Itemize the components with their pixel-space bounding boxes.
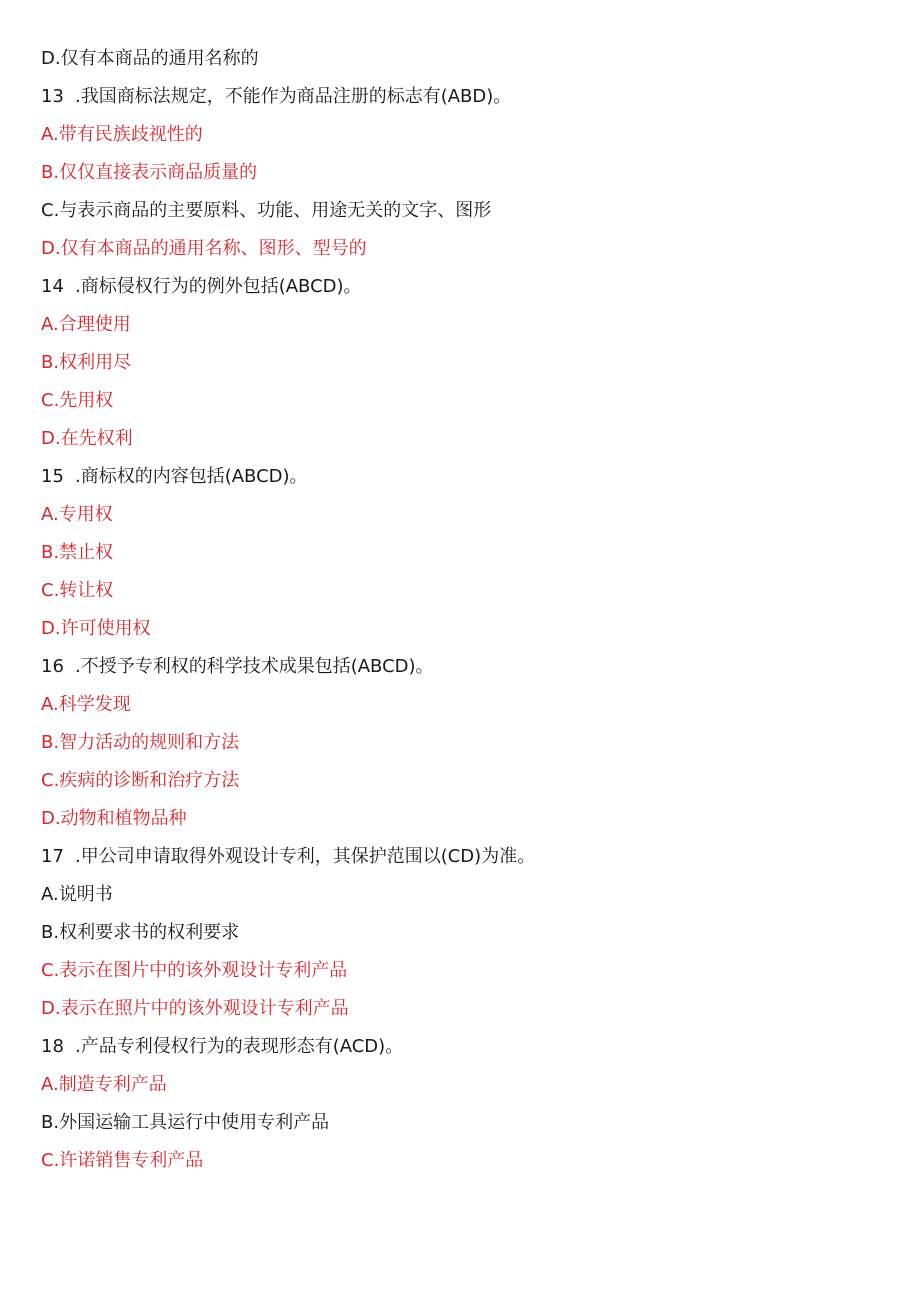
answer-option-correct: B.禁止权: [41, 542, 114, 563]
answer-option-correct: D.在先权利: [41, 428, 133, 449]
question-text: .甲公司申请取得外观设计专利，其保护范围以(CD)为准。: [75, 846, 536, 867]
answer-option-correct: A.专用权: [41, 504, 113, 525]
question-number: 13: [41, 86, 64, 107]
answer-option: B.外国运输工具运行中使用专利产品: [41, 1112, 330, 1133]
question-stem: [41, 464, 881, 502]
question-text: .商标权的内容包括(ABCD)。: [75, 466, 308, 487]
answer-option-correct: A.科学发现: [41, 694, 131, 715]
answer-option-correct: A.带有民族歧视性的: [41, 124, 203, 145]
answer-option-correct: C.疾病的诊断和治疗方法: [41, 770, 240, 791]
question-stem: [41, 274, 881, 312]
answer-option-correct: C.表示在图片中的该外观设计专利产品: [41, 960, 348, 981]
question-number: 17: [41, 846, 64, 867]
answer-option-correct: C.转让权: [41, 580, 114, 601]
answer-option-correct: B.权利用尽: [41, 352, 132, 373]
answer-option: C.与表示商品的主要原料、功能、用途无关的文字、图形: [41, 200, 492, 221]
answer-option: D.仅有本商品的通用名称的: [41, 48, 259, 69]
question-text: .我国商标法规定，不能作为商品注册的标志有(ABD)。: [75, 86, 512, 107]
question-stem: [41, 1034, 881, 1072]
answer-option: B.权利要求书的权利要求: [41, 922, 240, 943]
question-number: 15: [41, 466, 64, 487]
answer-option-correct: B.智力活动的规则和方法: [41, 732, 240, 753]
answer-option-correct: D.动物和植物品种: [41, 808, 187, 829]
answer-option-correct: C.许诺销售专利产品: [41, 1150, 204, 1171]
question-list: [41, 46, 881, 1186]
question-number: 16: [41, 656, 64, 677]
question-stem: [41, 654, 881, 692]
answer-option-correct: A.制造专利产品: [41, 1074, 167, 1095]
question-text: .不授予专利权的科学技术成果包括(ABCD)。: [75, 656, 434, 677]
question-text: .产品专利侵权行为的表现形态有(ACD)。: [75, 1036, 404, 1057]
question-number: 14: [41, 276, 64, 297]
answer-option-correct: B.仅仅直接表示商品质量的: [41, 162, 258, 183]
answer-option-correct: A.合理使用: [41, 314, 131, 335]
answer-option-correct: D.仅有本商品的通用名称、图形、型号的: [41, 238, 367, 259]
answer-option-correct: D.表示在照片中的该外观设计专利产品: [41, 998, 349, 1019]
question-text: .商标侵权行为的例外包括(ABCD)。: [75, 276, 362, 297]
question-stem: [41, 84, 881, 122]
answer-option-correct: D.许可使用权: [41, 618, 151, 639]
question-stem: [41, 844, 881, 882]
question-number: 18: [41, 1036, 64, 1057]
answer-option-correct: C.先用权: [41, 390, 114, 411]
answer-option: A.说明书: [41, 884, 113, 905]
